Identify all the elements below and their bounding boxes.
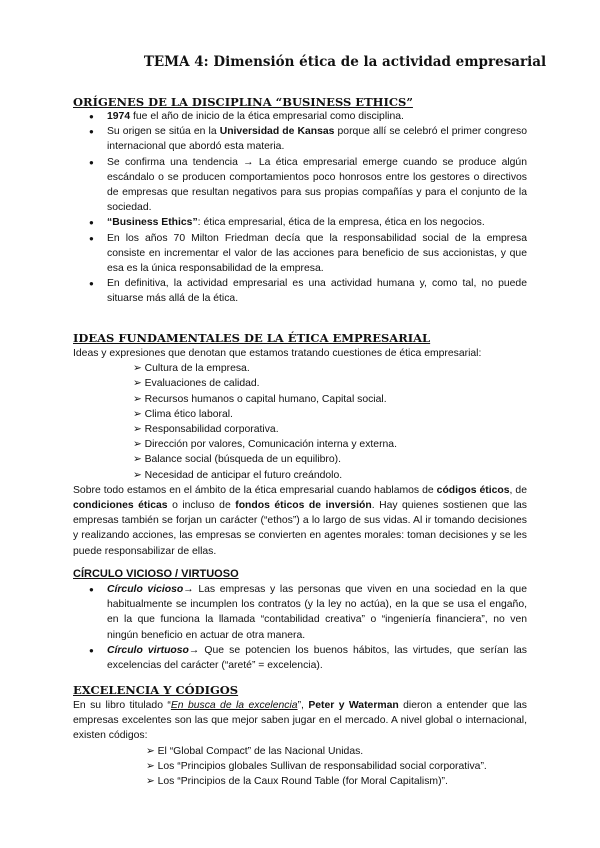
bold-text: Peter y Waterman <box>308 700 399 711</box>
section-ideas <box>73 346 527 559</box>
list-item: ➢ Responsabilidad corporativa. <box>133 424 279 436</box>
list-item: ➢ El “Global Compact” de las Nacional Unidas. <box>146 745 364 757</box>
heading-excelencia: EXCELENCIA Y CÓDIGOS <box>73 683 239 697</box>
list-item: ➢ Los “Principios globales Sullivan de responsabilidad social corporativa”. <box>146 760 487 772</box>
bold-text: códigos éticos <box>436 484 510 496</box>
heading-circulo: CÍRCULO VICIOSO / VIRTUOSO <box>73 568 239 580</box>
bold-text: fondos éticos de inversión <box>235 500 372 512</box>
item-text: En los años 70 Milton Friedman decía que la responsabilidad social de la empresa consiste en incrementar el valor de las acciones para beneficio de sus accionistas, y que esa es la única responsabilidad de la empresa. <box>107 232 527 275</box>
text-run: , de <box>509 484 527 496</box>
heading-origenes: ORÍGENES DE LA DISCIPLINA “BUSINESS ETHICS” <box>73 95 413 109</box>
bold-text: Universidad de Kansas <box>219 126 335 138</box>
list-item: ➢ Dirección por valores, Comunicación interna y externa. <box>133 439 397 451</box>
paragraph <box>73 698 527 744</box>
ideas-list <box>73 361 527 483</box>
intro-text: Ideas y expresiones que denotan que estamos tratando cuestiones de ética empresarial: <box>73 348 482 359</box>
list-item: ➢ Los “Principios de la Caux Round Table (for Moral Capitalism)”. <box>146 776 448 788</box>
list-item <box>73 124 527 154</box>
bold-text: Círculo vicioso <box>107 584 184 595</box>
list-item: ➢ Balance social (búsqueda de un equilibro). <box>133 454 341 466</box>
list-item <box>73 276 527 306</box>
item-text: → Las empresas y las personas que viven en una sociedad en la que habitualmente se incumplen los contratos (y la ley no actúa), en la que se usa el engaño, en la que funciona la llamada “contabilidad creativa” o “ingeniería financiera”, no ven ningún beneficio en actuar de otra manera. <box>107 584 527 641</box>
text-run: . Hay quienes sostienen que las empresas también se forjan un carácter (“ethos”) a lo largo de sus vidas. Al ir tomando decisiones y realizando acciones, las empresas se convierten en agentes morales: toman decisiones y se les puede responsabilizar de ellas. <box>73 500 527 557</box>
codes-list <box>73 744 527 790</box>
list-item: ➢ Cultura de la empresa. <box>133 363 250 375</box>
text-run: Sobre todo estamos en el ámbito de la ética empresarial cuando hablamos de <box>73 484 437 496</box>
list-item <box>73 215 527 230</box>
text-run: ”, <box>297 700 309 711</box>
text-run: dieron a entender que las empresas excelentes son las que mejor saben jugar en el mercado. A nivel global o internacional, existen códigos: <box>73 700 527 742</box>
list-item <box>73 231 527 277</box>
bold-text: Círculo virtuoso <box>107 644 189 656</box>
list-item: ➢ Evaluaciones de calidad. <box>133 378 260 390</box>
item-text: Su origen se sitúa en la <box>107 126 220 138</box>
list-item <box>73 109 527 124</box>
heading-ideas: IDEAS FUNDAMENTALES DE LA ÉTICA EMPRESARIAL <box>73 331 431 345</box>
list-item <box>73 582 527 643</box>
text-run: En su libro titulado “ <box>73 700 171 711</box>
list-item: ➢ Necesidad de anticipar el futuro creándolo. <box>133 469 343 481</box>
item-text: Se confirma una tendencia → La ética empresarial emerge cuando se produce algún escándalo o se producen comportamientos poco honrosos entre los gestores o directivos de empresas que resultan negativos para sus propias compañías y para el conjunto de la sociedad. <box>107 156 527 214</box>
text-run: o incluso de <box>167 500 236 512</box>
list-item: ➢ Recursos humanos o capital humano, Capital social. <box>133 393 387 405</box>
bold-text: 1974 <box>107 111 131 122</box>
list-item <box>73 155 527 216</box>
item-text: → Que se potencien los buenos hábitos, las virtudes, que serían las excelencias del carácter (“areté” = excelencia). <box>107 644 528 672</box>
item-text: : ética empresarial, ética de la empresa, ética en los negocios. <box>197 217 485 229</box>
bold-text: condiciones éticas <box>73 500 168 512</box>
section-excelencia <box>73 698 527 789</box>
paragraph <box>73 483 527 559</box>
bold-text: “Business Ethics” <box>107 217 198 229</box>
page-title: TEMA 4: Dimensión ética de la actividad empresarial <box>143 54 547 70</box>
item-text: fue el año de inicio de la ética empresarial como disciplina. <box>130 111 404 122</box>
section-circulo <box>73 582 527 673</box>
book-title: En busca de la excelencia <box>170 700 298 711</box>
item-text: En definitiva, la actividad empresarial es una actividad humana y, como tal, no puede situarse más allá de la ética. <box>107 278 527 305</box>
list-item <box>73 643 527 673</box>
item-text: porque allí se celebró el primer congreso internacional que abordó esta materia. <box>107 126 528 153</box>
section-origenes <box>73 109 527 307</box>
list-item: ➢ Clima ético laboral. <box>133 408 233 420</box>
